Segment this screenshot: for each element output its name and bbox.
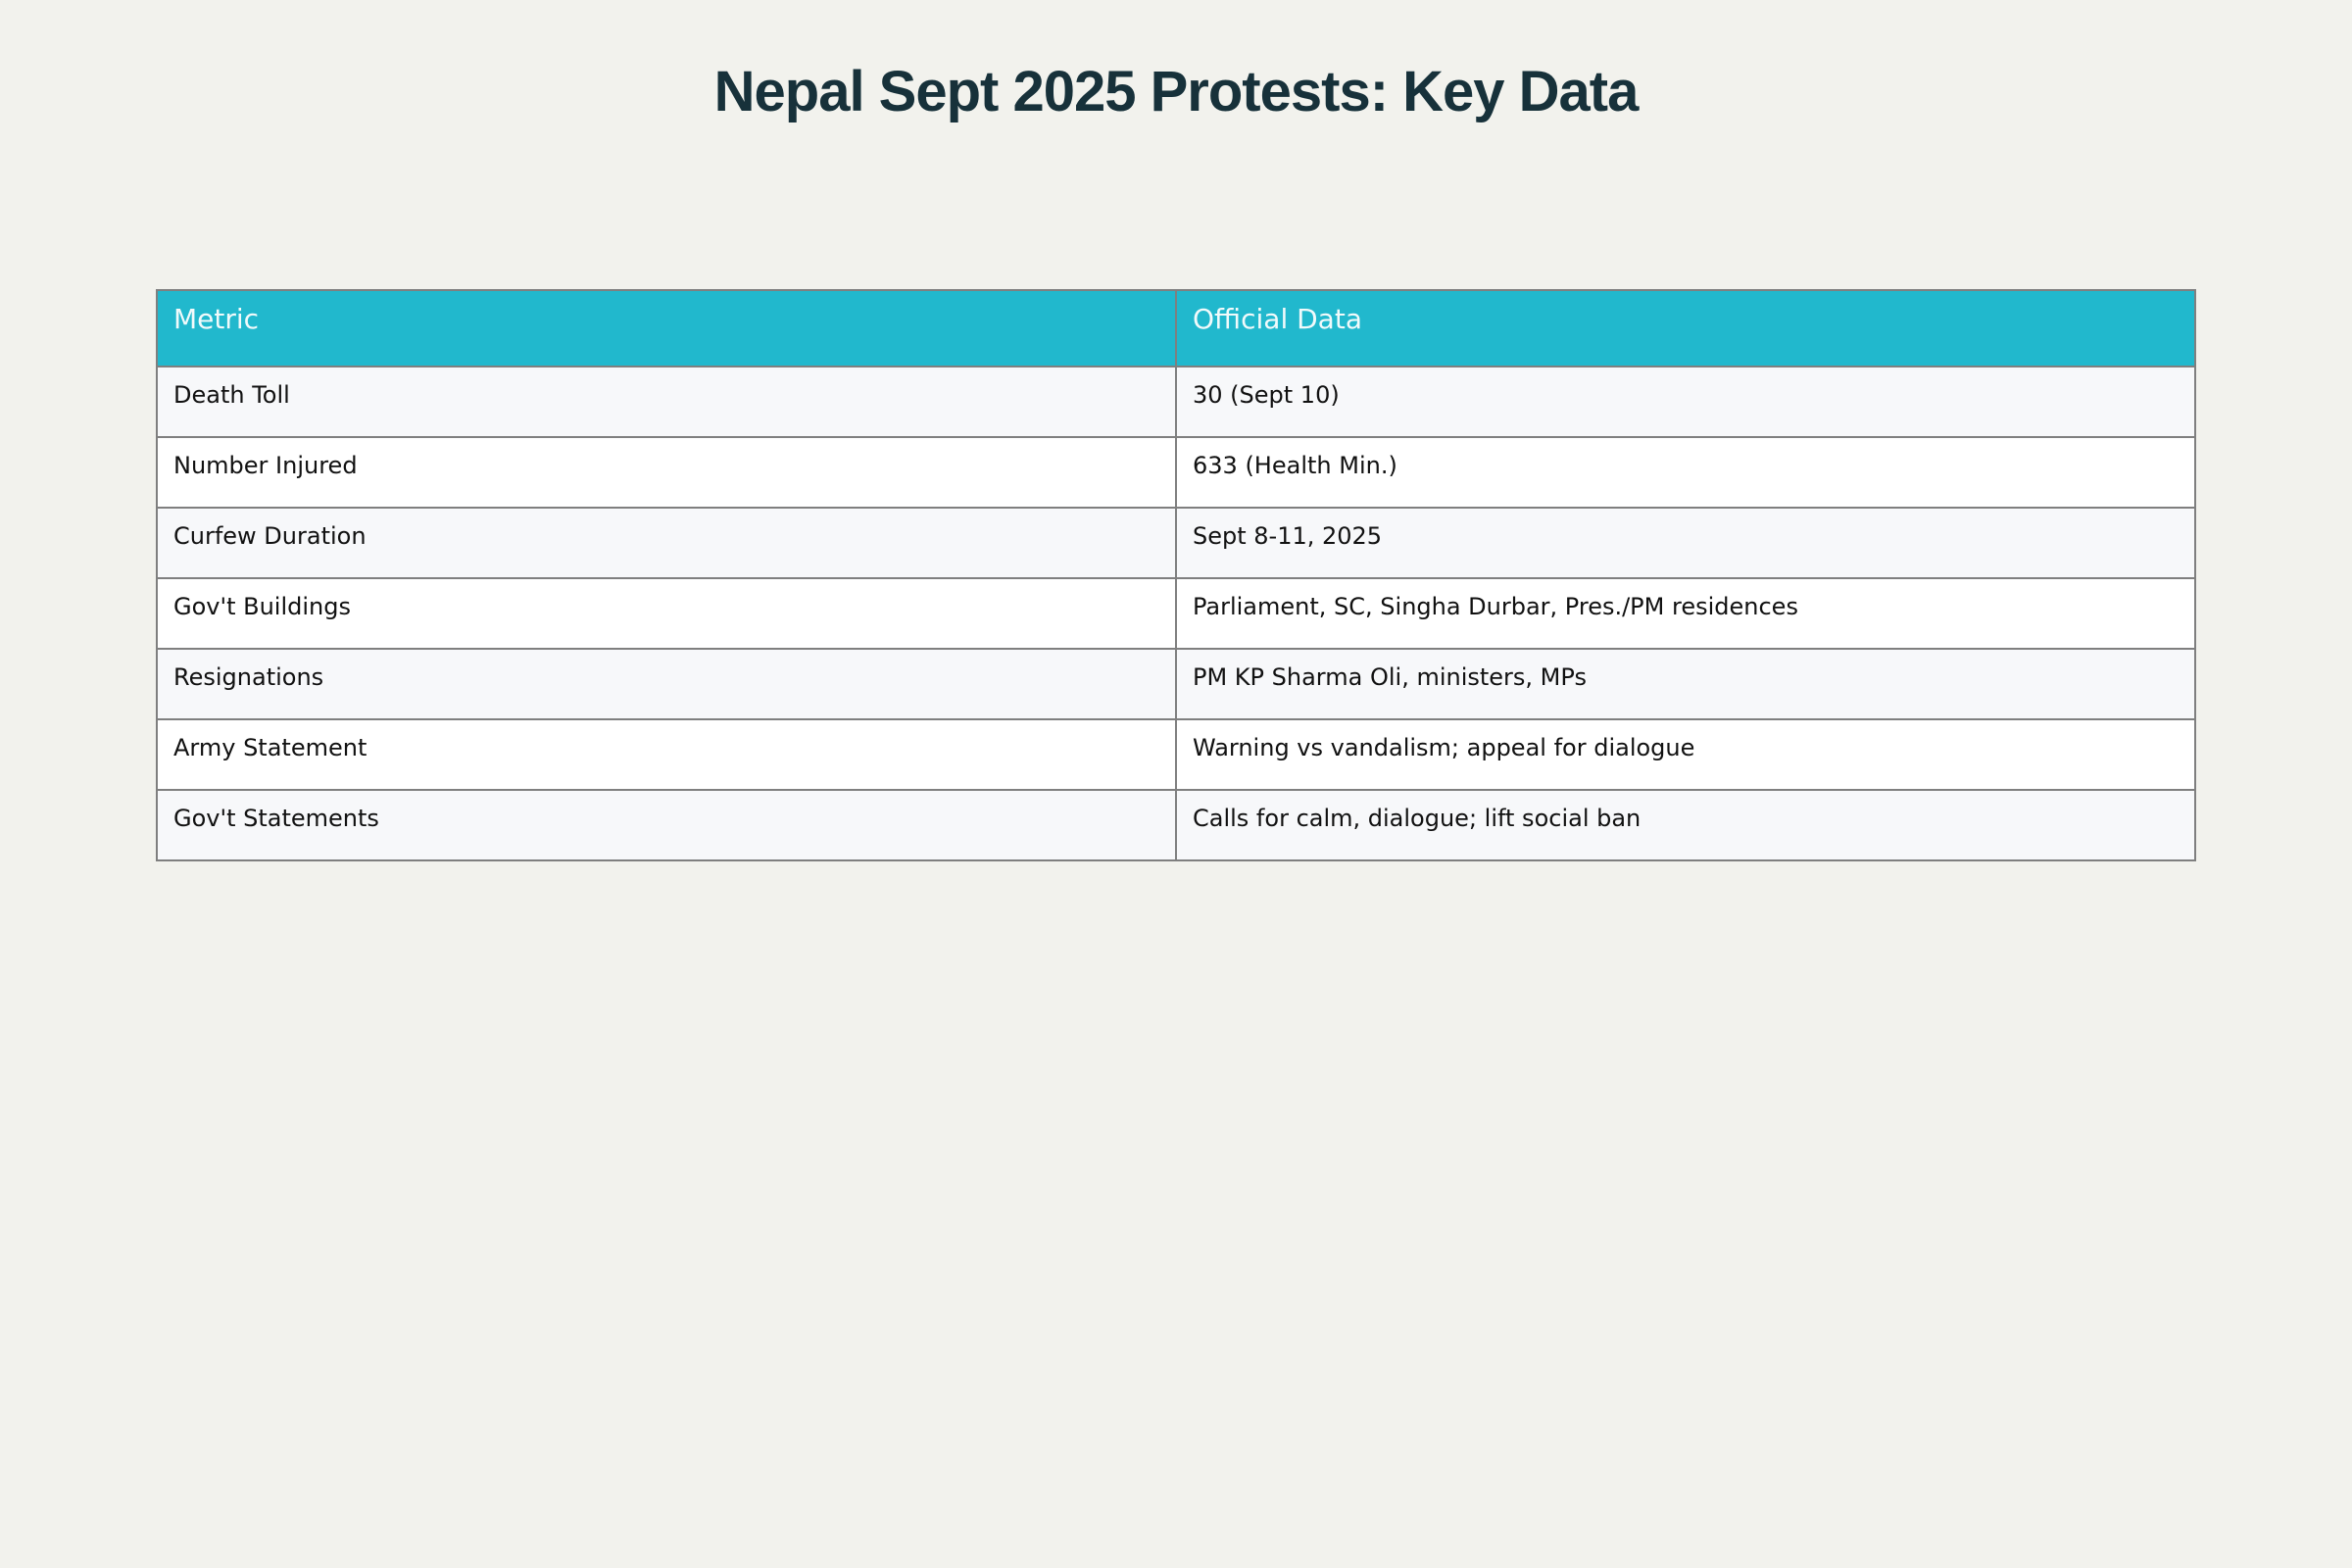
table-cell-metric: Gov't Buildings	[157, 578, 1176, 649]
data-table	[156, 289, 2196, 861]
table-cell-metric: Number Injured	[157, 437, 1176, 508]
table-header-row	[157, 290, 2195, 367]
table-row	[157, 578, 2195, 649]
table-row	[157, 649, 2195, 719]
table-cell-metric: Gov't Statements	[157, 790, 1176, 860]
table-cell-metric: Death Toll	[157, 367, 1176, 437]
table-cell-official-data: 633 (Health Min.)	[1176, 437, 2195, 508]
table-cell-official-data: Calls for calm, dialogue; lift social ban	[1176, 790, 2195, 860]
table-cell-official-data: Sept 8-11, 2025	[1176, 508, 2195, 578]
table-cell-metric: Curfew Duration	[157, 508, 1176, 578]
table-cell-official-data: 30 (Sept 10)	[1176, 367, 2195, 437]
table-row	[157, 790, 2195, 860]
table-row	[157, 367, 2195, 437]
table-cell-metric: Army Statement	[157, 719, 1176, 790]
chart-title: Nepal Sept 2025 Protests: Key Data	[713, 60, 1639, 123]
table-row	[157, 719, 2195, 790]
table-row	[157, 437, 2195, 508]
table-cell-metric: Resignations	[157, 649, 1176, 719]
column-header-official-data: Official Data	[1176, 290, 2195, 367]
table-row	[157, 508, 2195, 578]
table-cell-official-data: Warning vs vandalism; appeal for dialogue	[1176, 719, 2195, 790]
table-cell-official-data: PM KP Sharma Oli, ministers, MPs	[1176, 649, 2195, 719]
table-cell-official-data: Parliament, SC, Singha Durbar, Pres./PM residences	[1176, 578, 2195, 649]
column-header-metric: Metric	[157, 290, 1176, 367]
